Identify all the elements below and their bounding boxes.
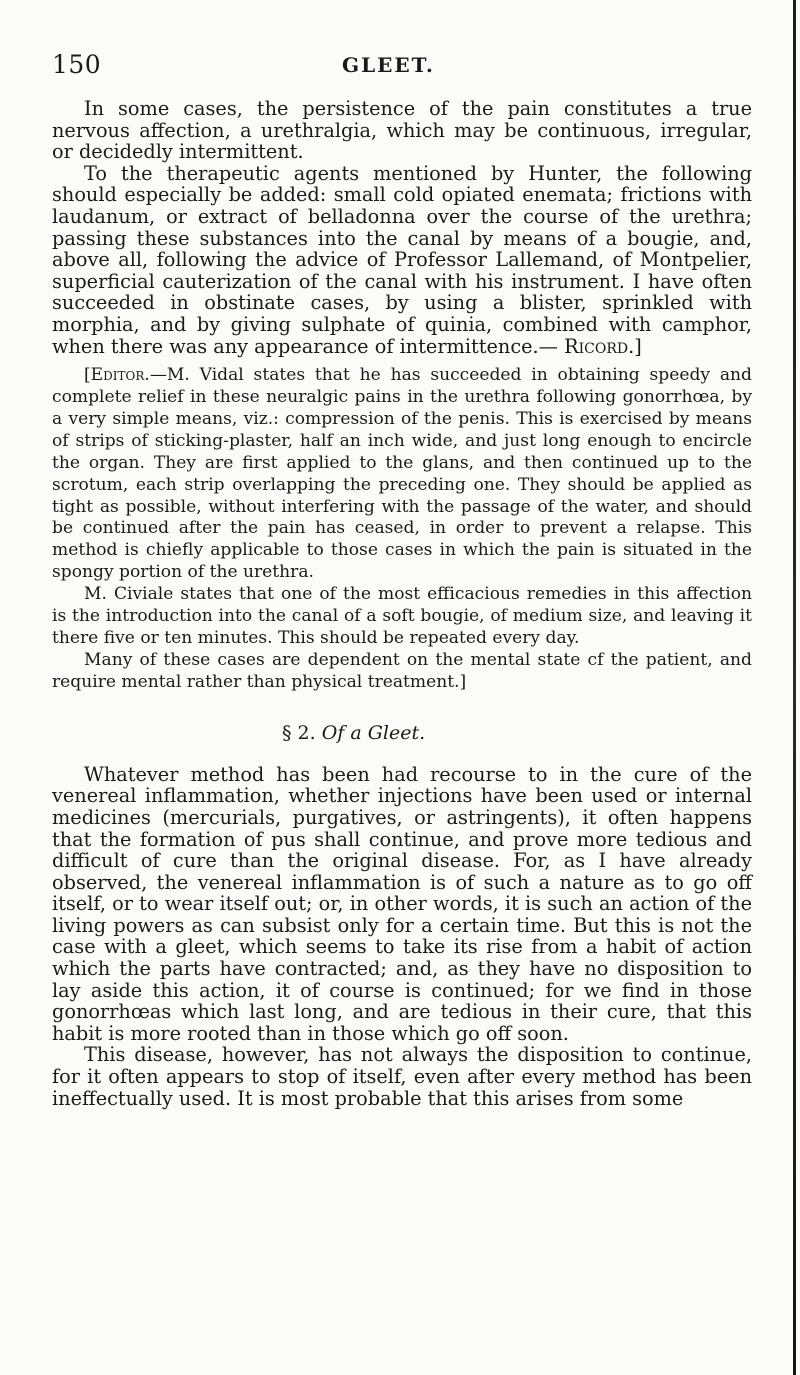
ricord-signature: Ricord.] (564, 334, 642, 358)
paragraph-gleet-origin: Whatever method has been had recourse to in the cure of the venereal inflammation, whether injections have been used or internal medicines (mercurials, purgatives, or astringents), it often happens that the formation of pus shall continue, and prove more tedious and difficult of cure than the original disease. For, as I have already observed, the venereal inflammation is of such a nature as to go off itself, or to wear itself out; or, in other words, it is such an action of the living powers as can subsist only for a certain time. But this is not the case with a gleet, which seems to take its rise from a habit of action which the parts have contracted; and, as they have no disposition to lay aside this action, it of course is continued; for we find in those gonorrhœas which last long, and are tedious in their cure, that this habit is more rooted than in those which go off soon. (52, 762, 752, 1045)
paragraph-gleet-disposition: This disease, however, has not always the disposition to continue, for it often appears to stop of itself, even after every method has been ineffectually used. It is most probable that this arises from some (52, 1043, 752, 1110)
section-number: § 2. (282, 721, 316, 744)
page-body (52, 98, 752, 1109)
editor-note-paragraph-mental: Many of these cases are dependent on the mental state cf the patient, and require mental rather than physical treatment.] (52, 649, 752, 692)
page-header (52, 50, 752, 80)
editor-note-paragraph-civiale: M. Civiale states that one of the most efficacious remedies in this affection is the introduction into the canal of a soft bougie, of medium size, and leaving it there five or ten minutes. This should be repeated every day. (52, 584, 752, 648)
therapeutic-agents-text: To the therapeutic agents mentioned by Hunter, the following should especially be added: small cold opiated enemata; frictions with laudanum, or extract of belladonna over the course of the urethra; passing these substances into the canal by means of a bougie, and, above all, following the advice of Professor Lallemand, of Montpelier, superficial cauterization of the canal with his instrument. I have often succeeded in obstinate cases, by using a blister, sprinkled with morphia, and by giving sulphate of quinia, combined with camphor, when there was any appearance of intermittence.— (52, 161, 752, 358)
editor-note-paragraph-vidal (52, 365, 752, 584)
paragraph-therapeutic-agents (52, 163, 752, 357)
editor-vidal-text: —M. Vidal states that he has succeeded in obtaining speedy and complete relief in these neuralgic pains in the urethra following gonorrhœa, by a very simple means, viz.: compression of the penis. This is exercised by means of strips of sticking-plaster, half an inch wide, and just long enough to encircle the organ. They are first applied to the glans, and then continued up to the scrotum, each strip overlapping the preceding one. They should be applied as tight as possible, without interfering with the passage of the water, and should be continued after the pain has ceased, in order to prevent a relapse. This method is chiefly applicable to those cases in which the pain is situated in the spongy portion of the urethra. (52, 365, 752, 583)
running-head: GLEET. (342, 53, 435, 77)
section-title: Of a Gleet. (321, 721, 426, 744)
editor-label: [Editor. (84, 365, 150, 386)
paragraph-urethralgia: In some cases, the persistence of the pain constitutes a true nervous affection, a urethralgia, which may be continuous, irregular, or decidedly intermittent. (52, 97, 752, 164)
section-heading (52, 722, 752, 744)
page-number: 150 (52, 50, 102, 79)
page-edge-shadow (793, 0, 796, 1375)
